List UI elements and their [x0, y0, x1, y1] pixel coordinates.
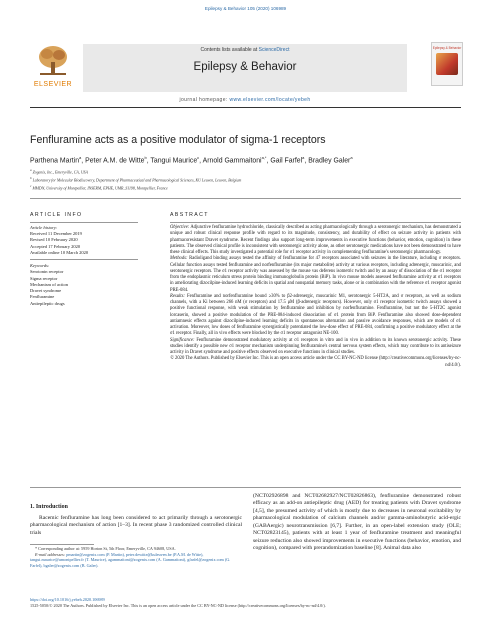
journal-name: Epilepsy & Behavior: [193, 61, 297, 73]
author-affiliation-mark: c: [197, 155, 200, 160]
keyword: Serotonin receptor: [30, 269, 64, 275]
intro-paragraph-right: (NCT02926898 and NCT02682927/NCT02826863), fenfluramine demonstrated robust efficacy as an add-on antiepileptic drug (AED) for treating patients with Dravet syndrome [4,5], the presumed activity of which is mostly due to decreases in neuronal excitability by pharmacological modulation of calcium channels and/or gamma-aminobutyric acid-ergic (GABAergic) neurotransmission [6,7]. Further, in an open-label extension study (OLE; NCT02823145), patients with at least 1 year of fenfluramine treatment and meaningful seizure reduction also showed improvements in executive functions (behavior, emotion, and cognition), compared with prerandomization baseline [8]. Animal data also: [253, 493, 461, 552]
homepage-link[interactable]: www.elsevier.com/locate/yebeh: [229, 97, 311, 103]
author-affiliation-mark: a: [350, 155, 353, 160]
author-name[interactable]: Arnold Gammaitoni: [202, 157, 262, 165]
sciencedirect-link[interactable]: ScienceDirect: [258, 47, 290, 53]
email-addresses: E-mail addresses: pmartin@zogenix.com (P. Martin), peter.dewitte@kuleuven.be (P.A.M. de Witte), tangui.maurice@umontpellier.fr (T. Maurice), agammaitoni@zogenix.com (A. Gammaitoni), gfarfel@zogenix.com (G. Farfel), bgaler@zogenix.com (B. Galer).: [30, 551, 231, 569]
affiliation-rule: [30, 198, 461, 199]
cover-art: [436, 53, 458, 75]
section-heading-introduction: 1. Introduction: [30, 504, 68, 510]
journal-citation[interactable]: Epilepsy & Behavior 105 (2020) 106989: [204, 6, 287, 11]
article-info-rule: [30, 222, 138, 223]
author-affiliation-mark: b: [144, 155, 147, 160]
abstract-license: © 2020 The Authors. Published by Elsevier Inc. This is an open access article under the CC BY-NC-ND license (http://creativecommons.org/licenses/by-nc-nd/4.0/).: [170, 356, 461, 368]
history-online: Available online 10 March 2020: [30, 249, 89, 255]
keyword: Sigma receptor: [30, 275, 58, 281]
article-title: Fenfluramine acts as a positive modulator of sigma-1 receptors: [30, 134, 326, 146]
abstract-objective: Objective: Adjunctive fenfluramine hydrochloride, classically described as acting pharmacologically through a serotonergic mechanism, has demonstrated a unique and robust clinical response profile with regard to its magnitude, consistency, and durability of effect on seizure activity in patients with pharmacoresistant Dravet syndrome. Recent findings also support long-term improvements in executive functions (behavior, emotion, cognition) in these patients. The observed clinical profile is inconsistent with serotonergic activity alone, as other serotonergic medications have not been demonstrated to have these clinical effects. This study investigated a potential role for σ1 receptor activity in complementing fenfluramine's serotonergic pharmacology.: [170, 225, 461, 255]
history-accepted: Accepted 17 February 2020: [30, 243, 81, 249]
affiliation-b: $^b$ Laboratory for Molecular Biodiscovery, Department of Pharmaceutical and Pharmacological Sciences, KU Leuven, Leuven, Belgium: [30, 176, 242, 183]
contents-prefix: Contents lists available at: [200, 47, 259, 53]
author-name[interactable]: Peter A.M. de Witte: [85, 157, 145, 165]
intro-paragraph-left: Racemic fenfluramine has long been considered to act primarily through a serotonergic pharmacological mechanism of action [1–3]. In recent phase 3 randomized controlled clinical trials: [30, 515, 242, 536]
author-name[interactable]: Gail Farfel: [270, 157, 303, 165]
abstract-heading: ABSTRACT: [170, 212, 209, 218]
author-list: Parthena Martin$^a$, Peter A.M. de Witte$^b$, Tangui Maurice$^c$, Arnold Gammaitoni$^{a,*}$, Gail Farfel$^a$, Bradley Galer$^a$: [30, 155, 353, 165]
publisher-logo-text: ELSEVIER: [33, 81, 73, 88]
affiliation-c: $^c$ MMDN, University of Montpellier, INSERM, EPHE, UMR_S1198, Montpellier, France: [30, 184, 168, 191]
homepage-label: journal homepage:: [179, 97, 230, 103]
keyword: Mechanism of action: [30, 281, 68, 287]
cover-title: Epilepsy & Behavior: [432, 46, 462, 50]
article-info-heading: ARTICLE INFO: [30, 212, 83, 218]
keywords: [30, 263, 140, 307]
footnotes: [30, 546, 242, 569]
abstract-significance: Significance: Fenfluramine demonstrated modulatory activity at σ1 receptors in vitro and in vivo in addition to its known serotonergic activity. These studies identify a possible new σ1 receptor mechanism underpinning fenfluramine's central nervous system effects, which may contribute to its antiseizure activity in Dravet syndrome and positive effects observed on executive functions in clinical studies.: [170, 337, 461, 355]
abstract-body: [170, 225, 461, 369]
history-revised: Revised 10 February 2020: [30, 237, 78, 243]
keywords-label: Keywords:: [30, 263, 50, 268]
abstract-methods: Methods: Radioligand binding assays tested the affinity of fenfluramine for 47 receptors associated with seizures in the literature, including σ receptors. Cellular function assays tested fenfluramine and norfenfluramine (its major metabolite) activity at various receptors, including adrenergic, muscarinic, and serotonergic receptors. The σ1 receptor activity was assessed by the mouse vas deferens isometric twitch and by an assay of dissociation of the σ1 receptor from the endoplasmic reticulum stress protein binding immunoglobulin protein (BiP). In vivo mouse models assessed fenfluramine activity at σ1 receptors in ameliorating dizocilpine-induced learning deficits in spatial and nonspatial memory tasks, alone or in combination with the reference σ1 receptor agonist PRE-084.: [170, 256, 461, 293]
keyword: Antiepileptic drugs: [30, 300, 65, 306]
page-footer: [30, 597, 461, 609]
elsevier-tree-icon: [30, 44, 76, 78]
affiliations: [30, 168, 470, 192]
author-affiliation-mark: a: [79, 155, 82, 160]
history-label: Article history:: [30, 225, 58, 230]
affiliation-a: $^a$ Zogenix, Inc., Emeryville, CA, USA: [30, 168, 88, 175]
homepage-line: [83, 97, 407, 103]
doi-link[interactable]: https://doi.org/10.1016/j.yebeh.2020.106989: [30, 597, 105, 602]
abstract-end-rule: [30, 487, 461, 488]
footer-license: 1525-5050/© 2020 The Authors. Published by Elsevier Inc. This is an open access article under the CC BY-NC-ND license (http://creativecommons.org/licenses/by-nc-nd/4.0/).: [30, 602, 326, 608]
article-history: [30, 225, 140, 256]
keywords-rule: [30, 259, 138, 260]
keyword: Fenfluramine: [30, 294, 55, 300]
history-received: Received 11 December 2019: [30, 231, 82, 237]
contents-line: [83, 47, 407, 53]
keyword: Dravet syndrome: [30, 288, 62, 294]
author-name[interactable]: Bradley Galer: [308, 157, 351, 165]
journal-header-box: [83, 44, 407, 92]
author-name[interactable]: Parthena Martin: [30, 157, 80, 165]
author-affiliation-mark: a: [302, 155, 305, 160]
author-affiliation-mark: a,*: [261, 155, 267, 160]
author-name[interactable]: Tangui Maurice: [150, 157, 198, 165]
abstract-rule: [170, 222, 461, 223]
journal-cover-image: [431, 42, 463, 86]
elsevier-logo: [30, 44, 76, 86]
corresponding-author: * Corresponding author at: 5959 Horton St, 5th Floor, Emeryville, CA 94608, USA.: [35, 546, 176, 551]
footnote-rule: [30, 544, 94, 545]
header-rule: [30, 107, 461, 108]
abstract-results: Results: Fenfluramine and norfenfluramine bound ≥30% to β2-adrenergic, muscarinic M1, serotonergic 5-HT2A, and σ receptors, as well as sodium channels, with a Ki between 266 nM (σ receptors) and 17.5 μM (β-adrenergic receptors). However, only σ1 receptor isometric twitch assays showed a positive functional response, with weak stimulation by fenfluramine and inhibition by norfenfluramine. Fenfluramine, but not the 5-HT2C agonist lorcaserin, showed a positive modulation of the PRE-084-induced dissociation of σ1 protein from BiP. Fenfluramine also showed dose-dependent antiamnesic effects against dizocilpine-induced learning deficits in spontaneous alternation and passive avoidance responses, which are models of σ1 activation. Moreover, low doses of fenfluramine synergistically potentiated the low-dose effect of PRE-084, confirming a positive modulatory effect at the σ1 receptor. Finally, all in vivo effects were blocked by the σ1 receptor antagonist NE-100.: [170, 293, 461, 337]
